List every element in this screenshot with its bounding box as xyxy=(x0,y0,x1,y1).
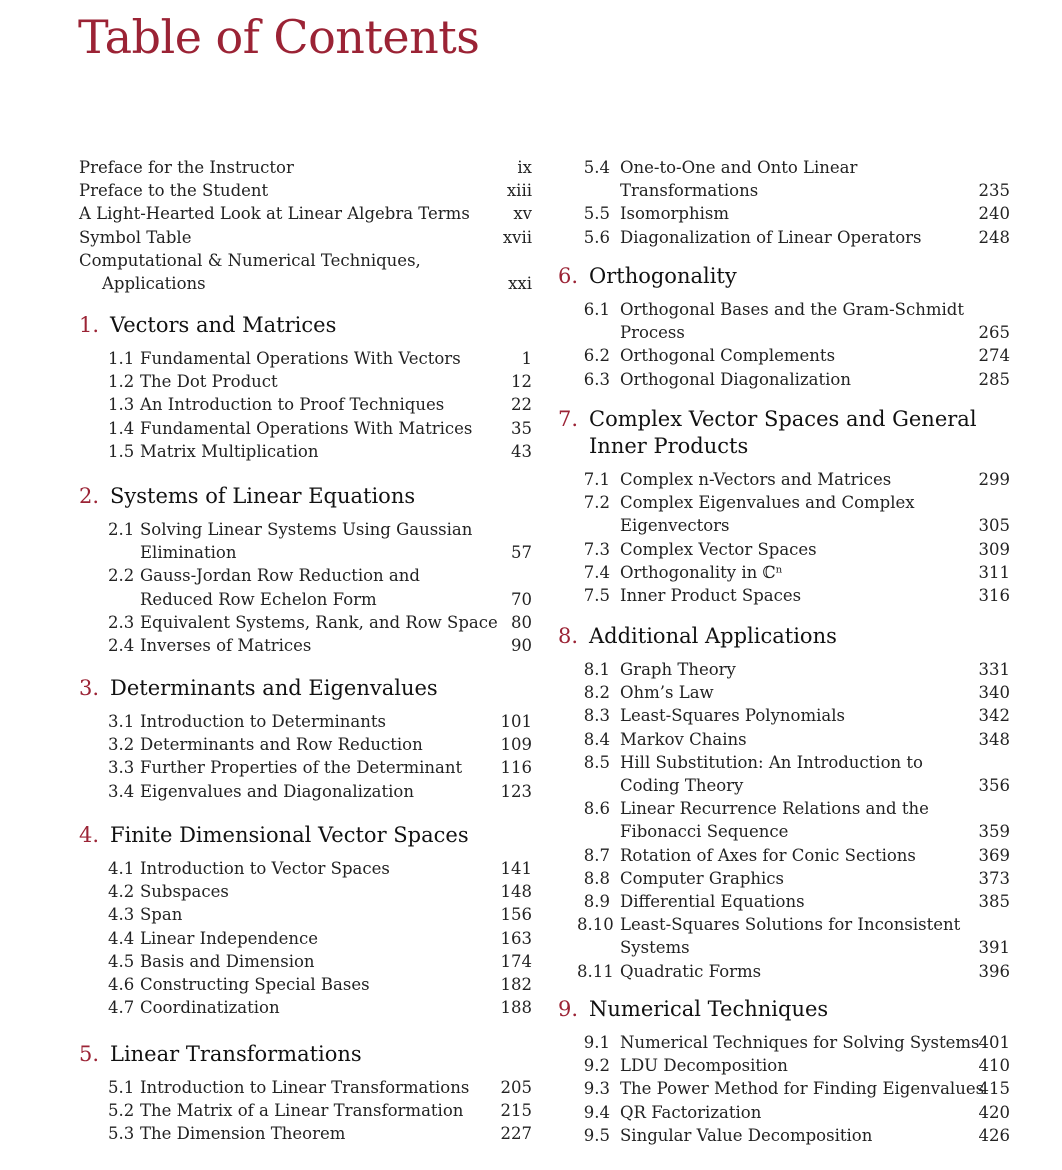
section-number: 5.3 xyxy=(108,1124,135,1144)
chapter-number: 2. xyxy=(79,484,100,508)
section-number: 1.4 xyxy=(108,418,135,438)
section-title: Differential Equations xyxy=(620,892,805,911)
page-number: 285 xyxy=(978,369,1010,389)
page-number: 148 xyxy=(500,882,532,902)
section-number: 7.1 xyxy=(583,470,610,489)
section-title-cont: Systems xyxy=(620,938,690,958)
section-title: The Power Method for Finding Eigenvalues xyxy=(620,1079,985,1099)
page-number: 22 xyxy=(511,395,532,415)
section-number: 2.4 xyxy=(108,636,135,655)
page-number: ix xyxy=(517,158,532,177)
section-title: LDU Decomposition xyxy=(620,1056,788,1076)
page-number: 410 xyxy=(978,1056,1010,1076)
section-title: Orthogonal Bases and the Gram-Schmidt xyxy=(620,300,964,319)
front-matter-label: Computational & Numerical Techniques, xyxy=(79,250,421,270)
section-title-cont: Coding Theory xyxy=(620,775,744,795)
section-title-cont: Process xyxy=(620,323,685,343)
page-number: 163 xyxy=(500,928,532,948)
page-number: 311 xyxy=(978,562,1010,582)
chapter-number: 1. xyxy=(79,313,100,337)
section-title: Span xyxy=(140,905,183,925)
section-title: Introduction to Vector Spaces xyxy=(140,859,390,878)
page-number: 305 xyxy=(978,516,1010,536)
front-matter-label: Preface for the Instructor xyxy=(79,158,294,177)
section-title: Inverses of Matrices xyxy=(140,636,312,655)
page-number: 348 xyxy=(978,729,1010,749)
section-number: 3.4 xyxy=(108,781,135,801)
page-number: 235 xyxy=(978,181,1010,201)
section-number: 4.7 xyxy=(108,998,135,1018)
page-number: 57 xyxy=(511,543,532,563)
section-number: 5.1 xyxy=(108,1078,135,1097)
page-number: xvii xyxy=(502,227,532,247)
chapter-number: 8. xyxy=(558,624,579,648)
section-number: 8.8 xyxy=(583,868,610,888)
section-number: 3.3 xyxy=(108,758,135,778)
page-number: 205 xyxy=(500,1078,532,1097)
chapter-title: Complex Vector Spaces and General xyxy=(589,407,977,431)
section-title: Orthogonal Complements xyxy=(620,346,836,366)
section-title: Orthogonal Diagonalization xyxy=(620,369,851,389)
section-title: Fundamental Operations With Vectors xyxy=(140,349,461,368)
section-number: 8.10 xyxy=(577,915,614,935)
section-title: Complex n-Vectors and Matrices xyxy=(620,470,892,489)
section-title: Eigenvalues and Diagonalization xyxy=(140,781,414,801)
page-number: 215 xyxy=(500,1101,532,1121)
section-number: 7.4 xyxy=(583,562,610,582)
section-number: 9.5 xyxy=(583,1125,610,1145)
chapter-number: 5. xyxy=(79,1042,100,1066)
section-number: 3.1 xyxy=(108,712,135,731)
section-number: 5.2 xyxy=(108,1101,135,1121)
section-number: 5.5 xyxy=(583,204,610,224)
chapter-heading-cont xyxy=(558,433,748,460)
chapter-title: Linear Transformations xyxy=(110,1042,362,1066)
section-number: 9.4 xyxy=(583,1102,610,1122)
section-title: Introduction to Linear Transformations xyxy=(140,1078,470,1097)
section-title-cont: Transformations xyxy=(620,181,759,201)
section-number: 4.1 xyxy=(108,859,135,878)
page-number: 182 xyxy=(500,975,532,994)
chapter-number: 3. xyxy=(79,676,100,700)
section-number: 1.2 xyxy=(108,372,135,392)
page-number: 373 xyxy=(978,868,1010,888)
chapter-heading[interactable] xyxy=(558,996,828,1023)
section-number: 4.2 xyxy=(108,882,135,902)
page-number: 356 xyxy=(978,775,1010,795)
section-title: Ohm’s Law xyxy=(620,683,714,703)
section-number: 4.5 xyxy=(108,951,135,971)
section-number: 8.7 xyxy=(583,845,610,865)
section-title-cont: Elimination xyxy=(140,543,237,563)
section-number: 5.6 xyxy=(583,227,610,247)
section-title-cont: Fibonacci Sequence xyxy=(620,822,789,842)
section-title: Inner Product Spaces xyxy=(620,586,802,605)
section-number: 4.3 xyxy=(108,905,135,925)
chapter-title: Vectors and Matrices xyxy=(110,313,337,337)
page-number: 101 xyxy=(500,712,532,731)
section-title: Introduction to Determinants xyxy=(140,712,386,731)
page-number: 342 xyxy=(978,706,1010,726)
section-number: 5.4 xyxy=(583,158,610,177)
chapter-heading[interactable] xyxy=(558,406,977,433)
page-number: 385 xyxy=(978,892,1010,911)
section-title: Linear Independence xyxy=(140,928,318,948)
chapter-title: Determinants and Eigenvalues xyxy=(110,676,438,700)
chapter-title: Numerical Techniques xyxy=(589,997,829,1021)
section-title: Linear Recurrence Relations and the xyxy=(620,799,929,819)
section-title: Orthogonality in ℂⁿ xyxy=(620,562,783,582)
chapter-title: Finite Dimensional Vector Spaces xyxy=(110,823,469,847)
page-number: 1 xyxy=(521,349,532,368)
section-number: 7.5 xyxy=(583,586,610,605)
page-number: 188 xyxy=(500,998,532,1018)
section-number: 8.4 xyxy=(583,729,610,749)
front-matter-label: Preface to the Student xyxy=(79,181,269,201)
chapter-title: Additional Applications xyxy=(589,624,837,648)
section-number: 8.6 xyxy=(583,799,610,819)
page-number: xxi xyxy=(508,273,532,293)
page-number: 420 xyxy=(978,1102,1010,1122)
section-title: Further Properties of the Determinant xyxy=(140,758,463,778)
section-title: Subspaces xyxy=(140,882,229,902)
section-number: 9.3 xyxy=(583,1079,610,1099)
section-number: 7.2 xyxy=(583,493,610,513)
section-title: Gauss-Jordan Row Reduction and xyxy=(140,566,420,586)
page-number: 299 xyxy=(978,470,1010,489)
section-title: QR Factorization xyxy=(620,1102,762,1122)
page-number: 316 xyxy=(978,586,1010,605)
chapter-heading[interactable] xyxy=(79,1041,362,1068)
section-title-cont: Eigenvectors xyxy=(620,516,730,536)
page-number: 43 xyxy=(511,441,532,461)
section-title: Numerical Techniques for Solving Systems xyxy=(620,1033,980,1052)
chapter-heading[interactable] xyxy=(79,312,336,339)
page-number: 340 xyxy=(978,683,1010,703)
section-title: The Dot Product xyxy=(140,372,278,392)
section-title: Isomorphism xyxy=(620,204,729,224)
page-number: 359 xyxy=(978,822,1010,842)
chapter-number: 6. xyxy=(558,264,579,288)
section-title: Determinants and Row Reduction xyxy=(140,735,423,755)
page-number: 274 xyxy=(978,346,1010,366)
section-number: 8.2 xyxy=(583,683,610,703)
section-title: Complex Vector Spaces xyxy=(620,539,817,559)
front-matter-label: A Light-Hearted Look at Linear Algebra Terms xyxy=(79,204,470,224)
section-number: 8.9 xyxy=(583,892,610,911)
page-number: 369 xyxy=(978,845,1010,865)
section-title: Rotation of Axes for Conic Sections xyxy=(620,845,916,865)
front-matter-label: Symbol Table xyxy=(79,227,192,247)
section-number: 2.2 xyxy=(108,566,135,586)
section-title: Diagonalization of Linear Operators xyxy=(620,227,922,247)
page-number: 309 xyxy=(978,539,1010,559)
chapter-heading[interactable] xyxy=(79,483,415,510)
chapter-title: Orthogonality xyxy=(589,264,737,288)
section-title: Matrix Multiplication xyxy=(140,441,319,461)
chapter-heading[interactable] xyxy=(79,675,438,702)
page-number: 331 xyxy=(978,660,1010,679)
section-title: Coordinatization xyxy=(140,998,280,1018)
chapter-number: 7. xyxy=(558,407,579,431)
section-number: 6.2 xyxy=(583,346,610,366)
section-number: 8.5 xyxy=(583,752,610,772)
section-number: 6.1 xyxy=(583,300,610,319)
chapter-title-cont: Inner Products xyxy=(589,434,749,458)
section-number: 1.1 xyxy=(108,349,135,368)
front-matter-label-cont: Applications xyxy=(102,273,206,293)
section-title: Fundamental Operations With Matrices xyxy=(140,418,473,438)
section-number: 7.3 xyxy=(583,539,610,559)
section-number: 9.2 xyxy=(583,1056,610,1076)
page-number: 123 xyxy=(500,781,532,801)
chapter-number: 9. xyxy=(558,997,579,1021)
page-number: 109 xyxy=(500,735,532,755)
section-number: 9.1 xyxy=(583,1033,610,1052)
section-title: One-to-One and Onto Linear xyxy=(620,158,858,177)
page-number: 248 xyxy=(978,227,1010,247)
section-number: 8.3 xyxy=(583,706,610,726)
section-title: Markov Chains xyxy=(620,729,747,749)
section-title: Basis and Dimension xyxy=(140,951,315,971)
page-number: 227 xyxy=(500,1124,532,1144)
page-number: 391 xyxy=(978,938,1010,958)
page-number: 141 xyxy=(500,859,532,878)
page-number: 116 xyxy=(500,758,532,778)
section-number: 4.4 xyxy=(108,928,135,948)
page-number: 12 xyxy=(511,372,532,392)
section-title-cont: Reduced Row Echelon Form xyxy=(140,589,377,609)
section-number: 6.3 xyxy=(583,369,610,389)
section-title: Least-Squares Polynomials xyxy=(620,706,845,726)
section-title: Computer Graphics xyxy=(620,868,785,888)
page-number: 240 xyxy=(978,204,1010,224)
chapter-heading[interactable] xyxy=(558,263,737,290)
section-title: Graph Theory xyxy=(620,660,736,679)
page-number: xiii xyxy=(506,181,532,201)
chapter-heading[interactable] xyxy=(79,822,469,849)
section-title: An Introduction to Proof Techniques xyxy=(140,395,445,415)
chapter-title: Systems of Linear Equations xyxy=(110,484,416,508)
section-title: Solving Linear Systems Using Gaussian xyxy=(140,520,473,539)
section-number: 4.6 xyxy=(108,975,135,994)
section-number: 2.1 xyxy=(108,520,135,539)
section-title: Least-Squares Solutions for Inconsistent xyxy=(620,915,961,935)
page-number: 401 xyxy=(978,1033,1010,1052)
section-number: 8.11 xyxy=(577,961,614,981)
page-number: 35 xyxy=(511,418,532,438)
page-title: Table of Contents xyxy=(78,10,480,64)
section-title: Equivalent Systems, Rank, and Row Space xyxy=(140,612,498,632)
page-number: 156 xyxy=(500,905,532,925)
section-title: The Matrix of a Linear Transformation xyxy=(140,1101,464,1121)
chapter-number: 4. xyxy=(79,823,100,847)
section-title: Hill Substitution: An Introduction to xyxy=(620,752,923,772)
page-number: 70 xyxy=(511,589,532,609)
page-number: 426 xyxy=(978,1125,1010,1145)
front-matter-item[interactable] xyxy=(79,250,532,296)
page-number: 265 xyxy=(978,323,1010,343)
section-number: 1.5 xyxy=(108,441,135,461)
section-title: Quadratic Forms xyxy=(620,961,762,981)
section-title: The Dimension Theorem xyxy=(140,1124,346,1144)
section-number: 1.3 xyxy=(108,395,135,415)
section-number: 8.1 xyxy=(583,660,610,679)
section-number: 3.2 xyxy=(108,735,135,755)
page-number: xv xyxy=(513,204,532,224)
section-number: 2.3 xyxy=(108,612,135,632)
page-number: 90 xyxy=(511,636,532,655)
chapter-heading[interactable] xyxy=(558,623,837,650)
section-title: Constructing Special Bases xyxy=(140,975,370,994)
page-number: 174 xyxy=(500,951,532,971)
page-number: 396 xyxy=(978,961,1010,981)
section-title: Singular Value Decomposition xyxy=(620,1125,873,1145)
page-number: 415 xyxy=(978,1079,1010,1099)
section-title: Complex Eigenvalues and Complex xyxy=(620,493,915,513)
page-number: 80 xyxy=(511,612,532,632)
